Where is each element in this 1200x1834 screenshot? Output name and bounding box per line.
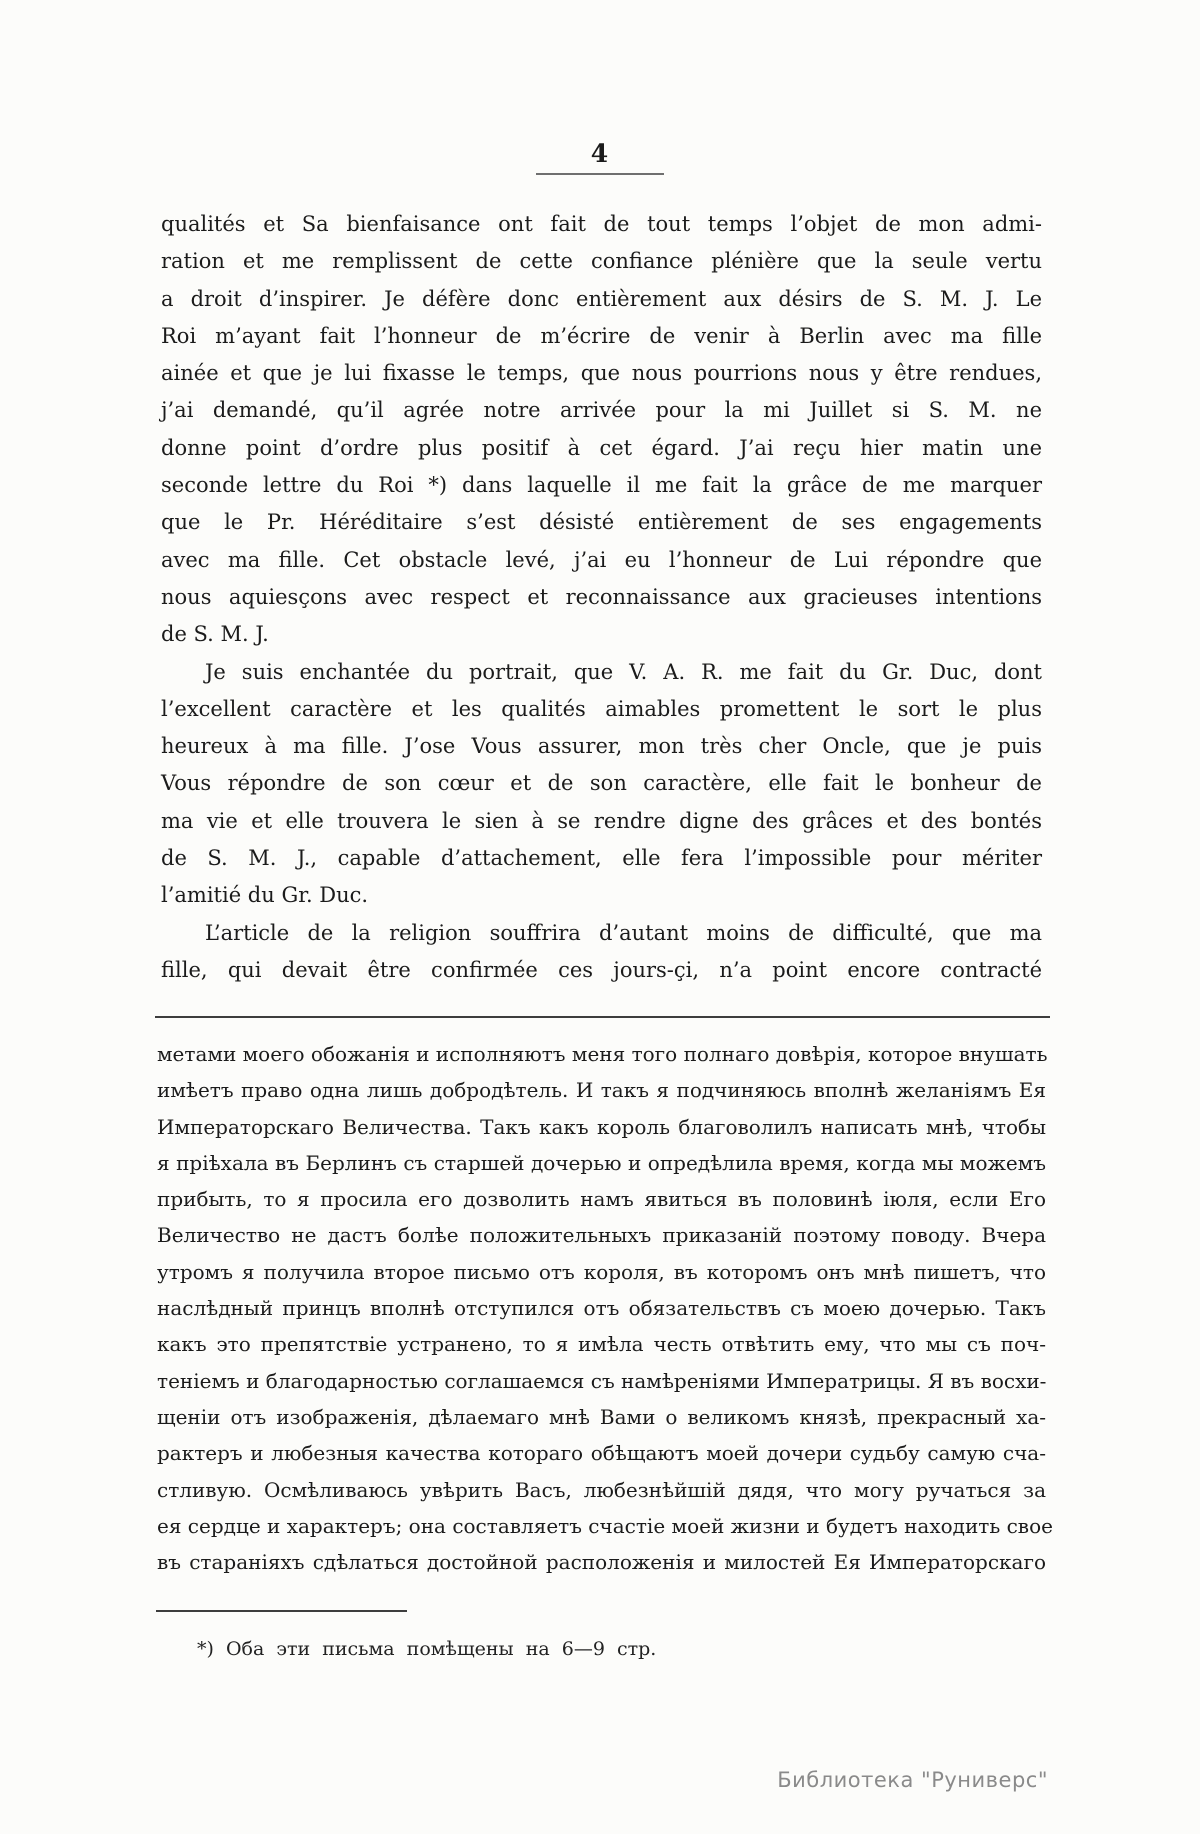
text-line: l’excellent caractère et les qualités aimables promettent le sort le plus: [161, 696, 1042, 721]
text-line: въ стараніяхъ сдѣлаться достойной расположенія и милостей Ея Императорскаго: [157, 1550, 1046, 1575]
text-line: L’article de la religion souffrira d’autant moins de difficulté, que ma: [205, 920, 1042, 945]
text-line: seconde lettre du Roi *) dans laquelle il me fait la grâce de me marquer: [161, 473, 1042, 498]
text-line: fille, qui devait être confirmée ces jours-çi, n’a point encore contracté: [161, 957, 1042, 982]
library-watermark: Библиотека "Руниверс": [777, 1768, 1048, 1792]
text-line: nous aquiesçons avec respect et reconnaissance aux gracieuses intentions: [161, 584, 1042, 609]
text-line: qualités et Sa bienfaisance ont fait de tout temps l’objet de mon admi-: [161, 212, 1042, 236]
text-line: j’ai demandé, qu’il agrée notre arrivée pour la mi Juillet si S. M. ne: [161, 398, 1042, 423]
text-line: ma vie et elle trouvera le sien à se rendre digne des grâces et des bontés: [161, 808, 1042, 833]
text-line: Императорскаго Величества. Такъ какъ король благоволилъ написать мнѣ, чтобы: [157, 1114, 1046, 1139]
page-number: 4: [590, 139, 610, 168]
text-line: ainée et que je lui fixasse le temps, que nous pourrions nous y être rendues,: [161, 361, 1042, 386]
text-line: l’amitié du Gr. Duc.: [161, 883, 369, 908]
section-divider-rule: [155, 1016, 1050, 1018]
text-line: ration et me remplissent de cette confiance plénière que la seule vertu: [161, 249, 1042, 274]
text-line: прибыть, то я просила его дозволить намъ явиться въ половинѣ іюля, если Его: [157, 1187, 1046, 1212]
text-line: Vous répondre de son cœur et de son caractère, elle fait le bonheur de: [161, 771, 1042, 796]
page-header: [0, 140, 1200, 175]
text-line: стливую. Осмѣливаюсь увѣрить Васъ, любезнѣйшій дядя, что могу ручаться за: [157, 1477, 1046, 1502]
text-line: que le Pr. Héréditaire s’est désisté entièrement de ses engagements: [161, 510, 1042, 535]
text-line: какъ это препятствіе устранено, то я имѣла честь отвѣтить ему, что мы съ поч-: [157, 1332, 1046, 1357]
footnote: *) Оба эти письма помѣщены на 6—9 стр.: [197, 1638, 657, 1660]
text-line: имѣетъ право одна лишь добродѣтель. И такъ я подчиняюсь вполнѣ желаніямъ Ея: [157, 1078, 1046, 1103]
text-line: heureux à ma fille. J’ose Vous assurer, mon très cher Oncle, que je puis: [161, 734, 1042, 759]
text-line: я пріѣхала въ Берлинъ съ старшей дочерью и опредѣлила время, когда мы можемъ: [157, 1150, 1046, 1175]
text-line: наслѣдный принцъ вполнѣ отступился отъ обязательствъ съ моею дочерью. Такъ: [157, 1296, 1046, 1321]
russian-text-block: [157, 1036, 1053, 1580]
footnote-rule: [156, 1610, 407, 1612]
text-line: de S. M. J.: [161, 622, 269, 647]
text-line: avec ma fille. Cet obstacle levé, j’ai eu l’honneur de Lui répondre que: [161, 547, 1042, 572]
french-text-block: [161, 206, 1042, 989]
text-line: Je suis enchantée du portrait, que V. A. R. me fait du Gr. Duc, dont: [205, 659, 1042, 684]
text-line: Величество не дастъ болѣе положительныхъ приказаній поэтому поводу. Вчера: [157, 1223, 1046, 1248]
text-line: утромъ я получила второе письмо отъ короля, въ которомъ онъ мнѣ пишетъ, что: [157, 1259, 1046, 1284]
text-line: рактеръ и любезныя качества котораго обѣщаютъ моей дочери судьбу самую сча-: [157, 1441, 1046, 1466]
text-line: щеніи отъ изображенія, дѣлаемаго мнѣ Вами о великомъ князѣ, прекрасный ха-: [157, 1404, 1046, 1429]
text-line: теніемъ и благодарностью соглашаемся съ намѣреніями Императрицы. Я въ восхи-: [157, 1368, 1047, 1393]
text-line: Roi m’ayant fait l’honneur de m’écrire de venir à Berlin avec ma fille: [161, 323, 1042, 348]
page-number-rule: [536, 173, 664, 175]
text-line: de S. M. J., capable d’attachement, elle fera l’impossible pour mériter: [161, 846, 1042, 871]
text-line: метами моего обожанія и исполняютъ меня того полнаго довѣрія, которое внушать: [157, 1042, 1048, 1066]
text-line: donne point d’ordre plus positif à cet égard. J’ai reçu hier matin une: [161, 435, 1042, 460]
text-line: a droit d’inspirer. Je défère donc entièrement aux désirs de S. M. J. Le: [161, 286, 1042, 311]
text-line: ея сердце и характеръ; она составляетъ счастіе моей жизни и будетъ находить свое: [157, 1513, 1053, 1538]
